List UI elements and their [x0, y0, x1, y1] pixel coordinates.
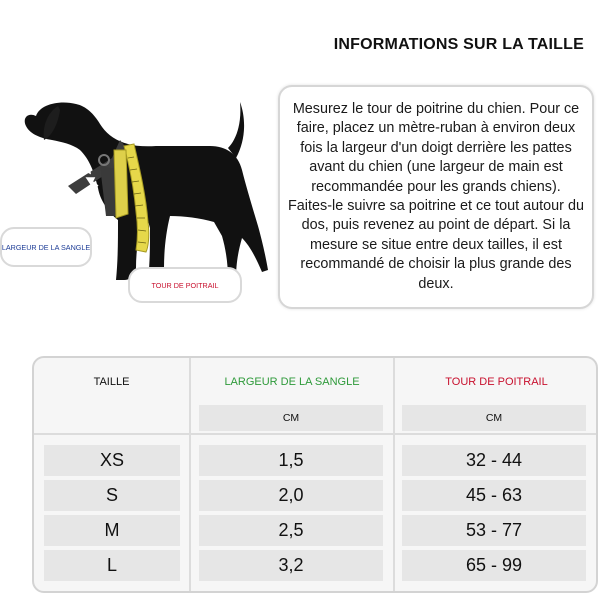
- cell-size: L: [44, 550, 180, 581]
- cell-size: XS: [44, 445, 180, 476]
- dog-tail: [228, 102, 244, 158]
- header-strap-width: LARGEUR DE LA SANGLE: [224, 376, 360, 388]
- cell-size: S: [44, 480, 180, 511]
- strap-width-label: LARGEUR DE LA SANGLE: [0, 227, 92, 267]
- cell-chest-girth: 32 - 44: [402, 445, 586, 476]
- column-divider: [189, 358, 191, 591]
- cell-strap-width: 3,2: [199, 550, 383, 581]
- header-size: TAILLE: [93, 376, 130, 388]
- cell-strap-width: 2,0: [199, 480, 383, 511]
- measurement-instructions-text: Mesurez le tour de poitrine du chien. Pour ce faire, placez un mètre-ruban à environ deux fois la largeur d'un doigt derrière les pattes avant du chien (une largeur de main est recommandée pour les grands chiens). Faites-le suivre sa poitrine et ce tout autour du dos, puis revenez au point de départ. Si la mesure se situe entre deux tailles, il est recommandé de choisir la plus grande des deux.: [288, 100, 584, 292]
- page-title: INFORMATIONS SUR LA TAILLE: [333, 36, 584, 53]
- chest-girth-label: TOUR DE POITRAIL: [128, 267, 242, 303]
- cell-chest-girth: 65 - 99: [402, 550, 586, 581]
- measuring-tape-loop: [114, 150, 128, 218]
- measurement-instructions-box: [278, 85, 594, 309]
- size-table: [32, 356, 598, 593]
- unit-strap-width: CM: [199, 405, 383, 431]
- cell-chest-girth: 53 - 77: [402, 515, 586, 546]
- cell-strap-width: 2,5: [199, 515, 383, 546]
- unit-chest-girth: CM: [402, 405, 586, 431]
- header-divider: [34, 433, 596, 435]
- header-chest-girth: TOUR DE POITRAIL: [445, 376, 548, 388]
- cell-size: M: [44, 515, 180, 546]
- column-divider: [393, 358, 395, 591]
- cell-chest-girth: 45 - 63: [402, 480, 586, 511]
- cell-strap-width: 1,5: [199, 445, 383, 476]
